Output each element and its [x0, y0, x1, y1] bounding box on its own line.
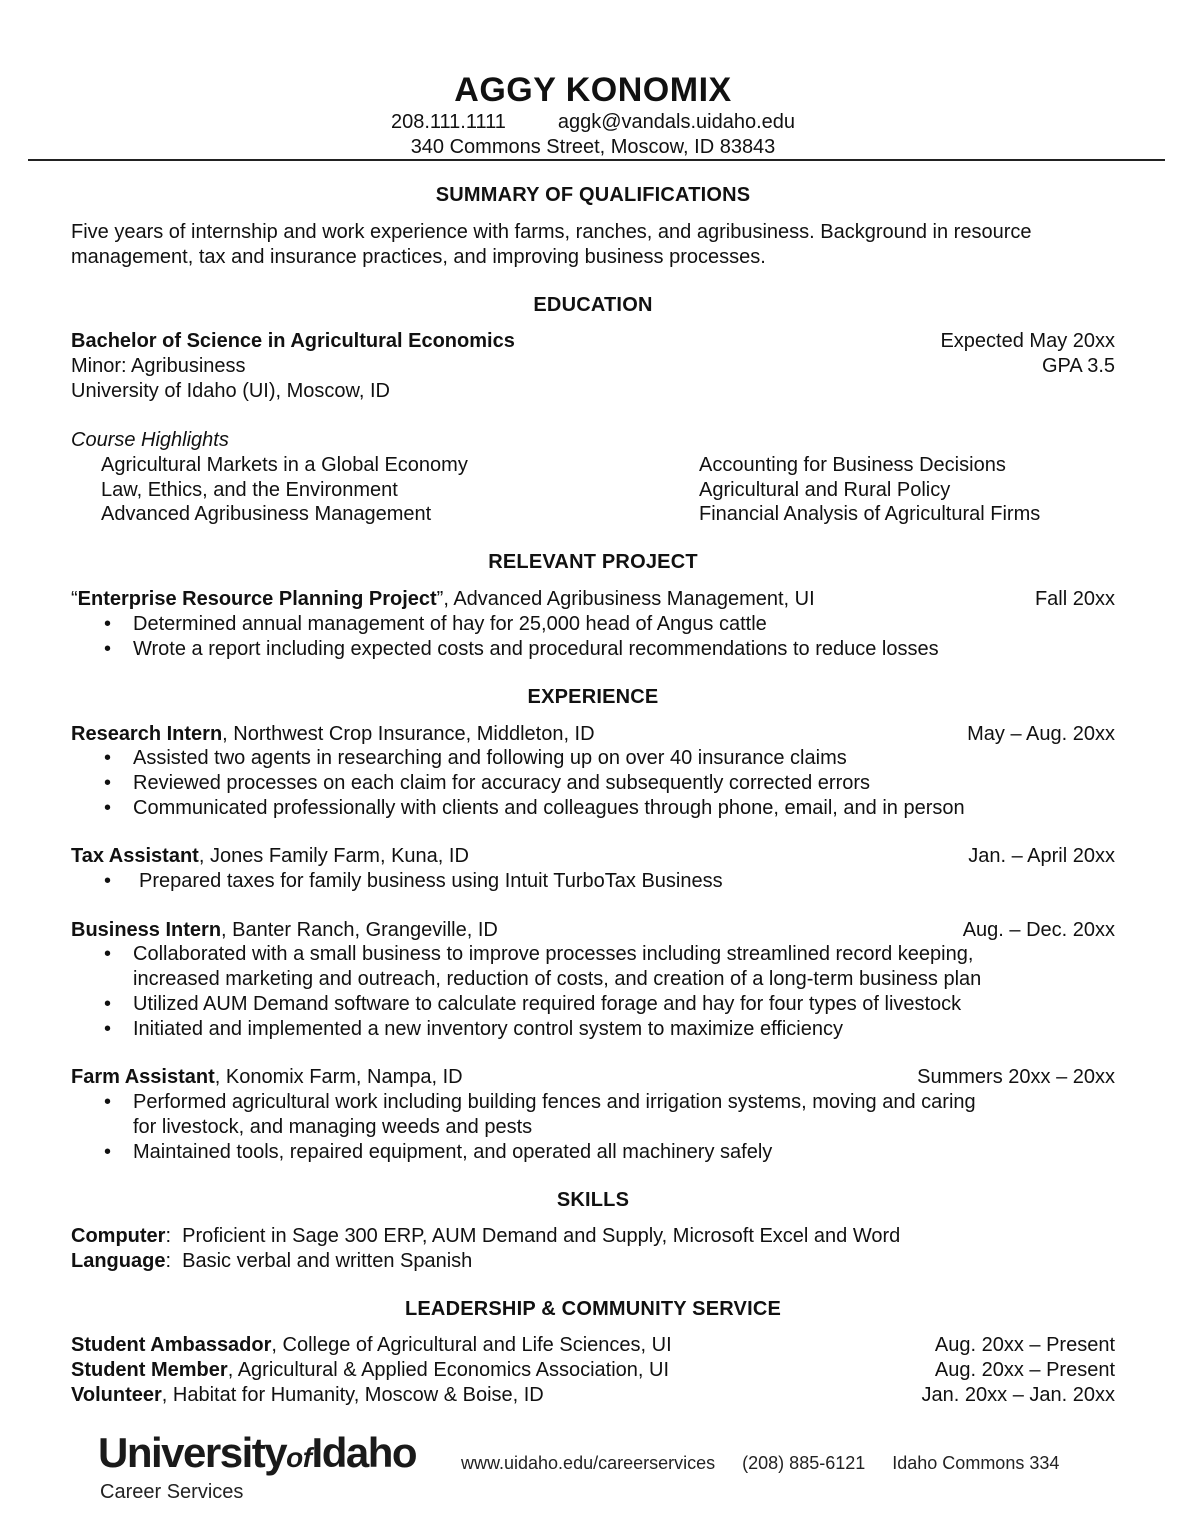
header-divider: [28, 159, 1165, 161]
job-date: May – Aug. 20xx: [967, 723, 1115, 745]
bullet-icon: •: [104, 993, 112, 1015]
job-bullets: [0, 1090, 1200, 1165]
bullet-item: • Determined annual management of hay for 25,000 head of Angus cattle: [104, 613, 767, 635]
school: University of Idaho (UI), Moscow, ID: [71, 380, 390, 402]
section-heading-skills: SKILLS: [556, 1189, 630, 1211]
bullet-item: • Maintained tools, repaired equipment, and operated all machinery safely: [104, 1141, 773, 1163]
job-line: [71, 844, 469, 869]
course-item: Law, Ethics, and the Environment: [101, 479, 398, 501]
job-org: , Banter Ranch, Grangeville, ID: [221, 919, 498, 941]
job-title: Tax Assistant: [71, 845, 199, 867]
candidate-name: AGGY KONOMIX: [454, 71, 732, 109]
section-heading-education: EDUCATION: [533, 294, 653, 316]
bullet-icon: •: [104, 870, 112, 892]
role-date: Jan. 20xx – Jan. 20xx: [921, 1384, 1115, 1406]
email-address: aggk@vandals.uidaho.edu: [557, 111, 796, 133]
summary-line: management, tax and insurance practices, and improving business processes.: [71, 246, 766, 268]
gpa: GPA 3.5: [1041, 355, 1115, 377]
education-degree-row: [71, 329, 1115, 354]
job-date: Summers 20xx – 20xx: [917, 1066, 1115, 1088]
bullet-icon: •: [104, 613, 112, 635]
project-course: ”, Advanced Agribusiness Management, UI: [436, 588, 815, 610]
job-title: Research Intern: [71, 723, 223, 745]
job-line: [71, 1065, 463, 1090]
section-heading-summary: SUMMARY OF QUALIFICATIONS: [435, 184, 751, 206]
logo-subtitle: Career Services: [100, 1481, 244, 1503]
leadership-row: [71, 1333, 1115, 1358]
bullet-item: • Initiated and implemented a new inventory control system to maximize efficiency: [104, 1018, 843, 1040]
project-row: [71, 587, 1115, 612]
footer-phone: (208) 885-6121: [742, 1453, 866, 1473]
bullet-icon: •: [104, 1141, 112, 1163]
bullet-icon: •: [104, 797, 112, 819]
job-org: , Jones Family Farm, Kuna, ID: [198, 845, 469, 867]
course-item: Advanced Agribusiness Management: [101, 503, 432, 525]
job-date: Aug. – Dec. 20xx: [962, 919, 1115, 941]
footer-location: Idaho Commons 334: [892, 1453, 1060, 1473]
bullet-icon: •: [104, 747, 112, 769]
job-row: [71, 844, 1115, 869]
summary-line: Five years of internship and work experience with farms, ranches, and agribusiness. Background in resource: [71, 221, 1032, 243]
role-org: , College of Agricultural and Life Sciences, UI: [271, 1334, 672, 1356]
bullet-item: • Reviewed processes on each claim for accuracy and subsequently corrected errors: [104, 772, 871, 794]
course-item: Accounting for Business Decisions: [699, 454, 1006, 476]
leadership-row: [71, 1358, 1115, 1383]
section-heading-leadership: LEADERSHIP & COMMUNITY SERVICE: [404, 1298, 782, 1320]
role-date: Aug. 20xx – Present: [934, 1334, 1115, 1356]
bullet-item: • Communicated professionally with clients and colleagues through phone, email, and in person: [104, 797, 965, 819]
logo-wordmark: UniversityofIdaho: [98, 1429, 417, 1476]
phone-number: 208.111.1111: [390, 111, 506, 133]
project-date: Fall 20xx: [1034, 588, 1115, 610]
project-title: Enterprise Resource Planning Project: [77, 588, 437, 610]
summary-text: [71, 220, 1131, 270]
role-date: Aug. 20xx – Present: [934, 1359, 1115, 1381]
contact-line: [0, 110, 1186, 135]
graduation-date: Expected May 20xx: [940, 330, 1115, 352]
course-item: Agricultural Markets in a Global Economy: [101, 454, 468, 476]
bullet-item: • Assisted two agents in researching and following up on over 40 insurance claims: [104, 747, 847, 769]
job-bullets: [0, 942, 1200, 1042]
role-org: , Agricultural & Applied Economics Association, UI: [227, 1359, 670, 1381]
job-line: [71, 918, 498, 943]
job-row: [71, 722, 1115, 747]
mailing-address: 340 Commons Street, Moscow, ID 83843: [410, 136, 776, 158]
course-item: Agricultural and Rural Policy: [699, 479, 951, 501]
leadership-row: [71, 1383, 1115, 1408]
quote-mark: “: [71, 588, 78, 610]
bullet-continuation: increased marketing and outreach, reduction of costs, and creation of a long-term business plan: [133, 968, 982, 990]
university-logo: [98, 1428, 416, 1503]
footer-website: www.uidaho.edu/careerservices: [461, 1453, 716, 1473]
project-line: [71, 587, 815, 612]
education-minor-row: [71, 354, 1115, 379]
course-item: Financial Analysis of Agricultural Firms: [699, 503, 1041, 525]
skill-value: : Basic verbal and written Spanish: [165, 1250, 473, 1272]
role-title: Student Ambassador: [71, 1334, 272, 1356]
bullet-icon: •: [104, 1018, 112, 1040]
skill-value: : Proficient in Sage 300 ERP, AUM Demand and Supply, Microsoft Excel and Word: [165, 1225, 901, 1247]
role-org: , Habitat for Humanity, Moscow & Boise, ID: [161, 1384, 544, 1406]
degree-title: Bachelor of Science in Agricultural Economics: [71, 330, 515, 352]
bullet-item: • Wrote a report including expected costs and procedural recommendations to reduce losses: [104, 638, 939, 660]
skill-row: [71, 1249, 1115, 1274]
job-title: Business Intern: [71, 919, 222, 941]
course-highlights-row: [71, 428, 1115, 453]
bullet-continuation: for livestock, and managing weeds and pests: [133, 1116, 533, 1138]
job-org: , Northwest Crop Insurance, Middleton, ID: [222, 723, 595, 745]
bullet-icon: •: [104, 772, 112, 794]
role-title: Volunteer: [71, 1384, 162, 1406]
job-title: Farm Assistant: [71, 1066, 215, 1088]
job-bullets: [0, 746, 1200, 821]
bullet-icon: •: [104, 638, 112, 660]
skill-label: Computer: [71, 1225, 166, 1247]
bullet-icon: •: [104, 1091, 112, 1113]
footer-contact: [461, 1452, 1081, 1474]
course-highlights-heading: Course Highlights: [71, 429, 229, 451]
education-school-row: [71, 379, 1115, 404]
job-row: [71, 918, 1115, 943]
job-line: [71, 722, 595, 747]
bullet-icon: •: [104, 943, 112, 965]
job-org: , Konomix Farm, Nampa, ID: [214, 1066, 463, 1088]
job-bullets: [0, 869, 1200, 894]
skill-row: [71, 1224, 1115, 1249]
section-heading-experience: EXPERIENCE: [527, 686, 659, 708]
skill-label: Language: [71, 1250, 166, 1272]
job-row: [71, 1065, 1115, 1090]
role-title: Student Member: [71, 1359, 228, 1381]
section-heading-project: RELEVANT PROJECT: [488, 551, 698, 573]
bullet-item: • Utilized AUM Demand software to calculate required forage and hay for four types of livestock: [104, 993, 962, 1015]
bullet-item: • Performed agricultural work including building fences and irrigation systems, moving and caring: [104, 1091, 976, 1113]
bullet-item: • Prepared taxes for family business using Intuit TurboTax Business: [104, 870, 723, 892]
project-bullets: [0, 612, 1200, 662]
bullet-item: • Collaborated with a small business to improve processes including streamlined record keeping,: [104, 943, 974, 965]
minor: Minor: Agribusiness: [71, 355, 246, 377]
job-date: Jan. – April 20xx: [968, 845, 1115, 867]
